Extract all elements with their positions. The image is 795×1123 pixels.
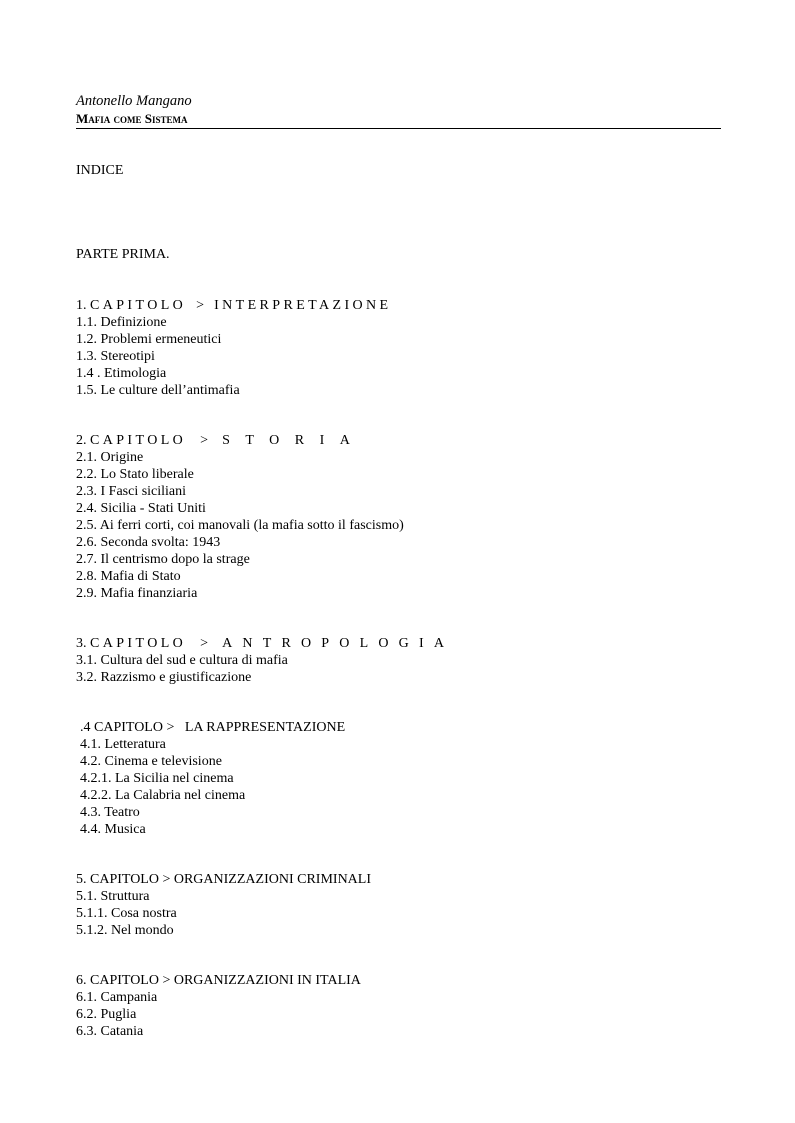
index-heading: INDICE <box>76 163 124 178</box>
list-item: 2.7. Il centrismo dopo la strage <box>76 552 250 567</box>
list-item: 4.4. Musica <box>80 822 146 837</box>
chapter-1-items <box>76 314 721 399</box>
chapter-5-items <box>76 888 721 939</box>
list-item: 2.6. Seconda svolta: 1943 <box>76 535 221 550</box>
chapter-3-heading <box>76 635 721 652</box>
chapter-1-subject: INTERPRETAZIONE <box>214 298 392 313</box>
list-item: 1.1. Definizione <box>76 315 167 330</box>
list-item: 1.2. Problemi ermeneutici <box>76 332 222 347</box>
chapter-6 <box>76 972 721 1040</box>
list-item: 4.2. Cinema e televisione <box>80 754 222 769</box>
list-item: 3.2. Razzismo e giustificazione <box>76 670 252 685</box>
book-title: Mafia come Sistema <box>76 110 721 129</box>
list-item: 1.3. Stereotipi <box>76 349 155 364</box>
chapter-3-arrow: > <box>200 636 209 651</box>
list-item: 2.2. Lo Stato liberale <box>76 467 194 482</box>
chapter-3-items <box>76 652 721 686</box>
chapter-3-word: CAPITOLO <box>90 636 187 651</box>
chapter-3-subject: ANTROPOLOGIA <box>222 636 455 651</box>
list-item: 5.1.1. Cosa nostra <box>76 906 177 921</box>
chapter-2-heading <box>76 432 721 449</box>
list-item: 2.9. Mafia finanziaria <box>76 586 198 601</box>
chapter-3 <box>76 635 721 686</box>
chapter-6-heading: 6. CAPITOLO > ORGANIZZAZIONI IN ITALIA <box>76 973 361 988</box>
chapter-4-items <box>76 736 721 838</box>
running-header <box>76 93 721 129</box>
chapter-2-number: 2. <box>76 433 87 448</box>
list-item: 3.1. Cultura del sud e cultura di mafia <box>76 653 288 668</box>
chapter-1-arrow: > <box>196 298 205 313</box>
list-item: 4.2.2. La Calabria nel cinema <box>80 788 246 803</box>
list-item: 4.1. Letteratura <box>80 737 166 752</box>
list-item: 6.3. Catania <box>76 1024 144 1039</box>
chapter-2-word: CAPITOLO <box>90 433 187 448</box>
chapter-2-subject: STORIA <box>222 433 366 448</box>
list-item: 2.5. Ai ferri corti, coi manovali (la mafia sotto il fascismo) <box>76 518 404 533</box>
chapter-2-items <box>76 449 721 602</box>
chapter-1-word: CAPITOLO <box>90 298 187 313</box>
chapter-1-number: 1. <box>76 298 87 313</box>
list-item: 2.1. Origine <box>76 450 144 465</box>
chapter-6-items <box>76 989 721 1040</box>
author-name: Antonello Mangano <box>76 93 192 109</box>
chapter-4-heading: .4 CAPITOLO > LA RAPPRESENTAZIONE <box>80 720 346 735</box>
list-item: 1.4 . Etimologia <box>76 366 167 381</box>
chapter-1 <box>76 297 721 399</box>
list-item: 2.4. Sicilia - Stati Uniti <box>76 501 206 516</box>
chapter-5 <box>76 871 721 939</box>
chapter-5-heading: 5. CAPITOLO > ORGANIZZAZIONI CRIMINALI <box>76 872 371 887</box>
chapter-2-arrow: > <box>200 433 209 448</box>
list-item: 6.1. Campania <box>76 990 158 1005</box>
list-item: 2.8. Mafia di Stato <box>76 569 181 584</box>
chapter-1-heading <box>76 297 721 314</box>
list-item: 5.1.2. Nel mondo <box>76 923 174 938</box>
chapter-3-number: 3. <box>76 636 87 651</box>
list-item: 5.1. Struttura <box>76 889 150 904</box>
chapter-4 <box>76 719 721 838</box>
table-of-contents <box>76 162 721 1040</box>
list-item: 4.3. Teatro <box>80 805 140 820</box>
list-item: 1.5. Le culture dell’antimafia <box>76 383 240 398</box>
chapter-2 <box>76 432 721 602</box>
part-heading: PARTE PRIMA. <box>76 247 170 262</box>
list-item: 6.2. Puglia <box>76 1007 137 1022</box>
list-item: 4.2.1. La Sicilia nel cinema <box>80 771 234 786</box>
list-item: 2.3. I Fasci siciliani <box>76 484 187 499</box>
